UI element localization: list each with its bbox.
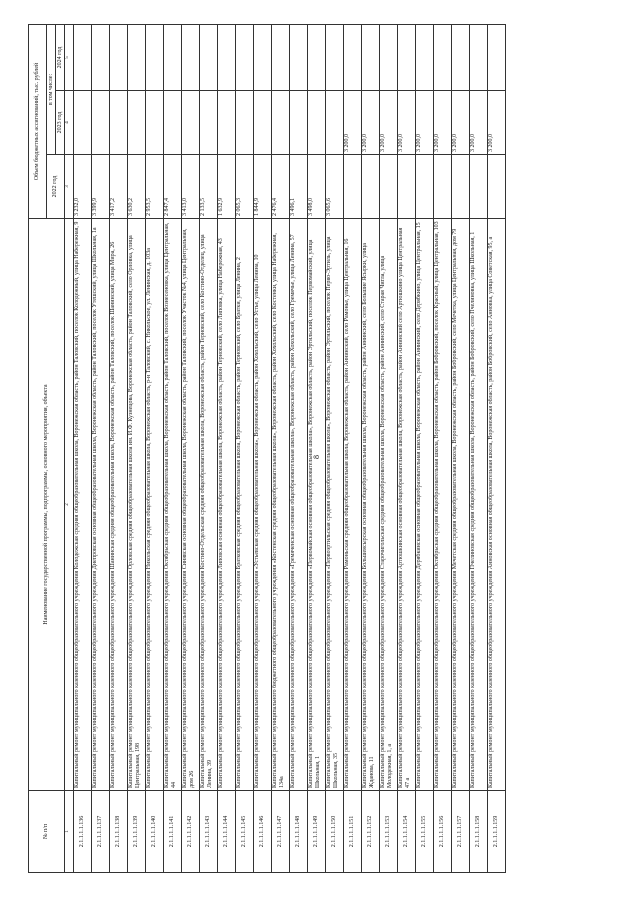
row-name: Капитальный ремонт муниципального бюджетного общеобразовательного учреждения «Костенская средняя общеобразовательная школа», Воронежская область, район Хохольский, село Костенки, улица Набережная, 134а (272, 219, 290, 791)
row-number: 2.1.1.1.1.142 (182, 791, 200, 873)
page-number: 8 (312, 455, 321, 459)
table-row (398, 25, 416, 873)
row-2022 (416, 155, 434, 219)
header-name: Наименование государственной программы, подпрограммы, основного мероприятия, объекта (29, 219, 65, 791)
header-number: № п/п (29, 791, 65, 873)
row-2022: 3 496,1 (290, 155, 308, 219)
row-2022 (362, 155, 380, 219)
row-2024 (146, 25, 164, 91)
table-row (290, 25, 308, 873)
row-2022: 3 232,0 (74, 155, 92, 219)
row-2024 (74, 25, 92, 91)
row-name: Капитальный ремонт муниципального казенного общеобразовательного учреждения Днепровская основная общеобразовательная школа, Воронежская область, район Таловский, поселок Утешский, улица Школьная, 1а (92, 219, 110, 791)
row-number: 2.1.1.1.1.147 (272, 791, 290, 873)
row-name: Капитальный ремонт муниципального казенного общеобразовательного учреждения Шанинская средняя общеобразовательная школа, Воронежская область, район Таловский, поселок Шанинский, улица Мира, 26 (110, 219, 128, 791)
row-2022: 3 399,9 (92, 155, 110, 219)
row-2022: 3 413,0 (182, 155, 200, 219)
column-index: 2 (65, 219, 74, 791)
row-2023: 3 200,0 (470, 91, 488, 155)
row-number: 2.1.1.1.1.143 (200, 791, 218, 873)
row-number: 2.1.1.1.1.138 (110, 791, 128, 873)
row-2022 (398, 155, 416, 219)
table-row (110, 25, 128, 873)
row-name: Капитальный ремонт муниципального казенного общеобразовательного учреждения Старочигольская средняя общеобразовательная школа, Воронежская область, район Аннинский, село Старая Чигла, улица Молодежная, 1, а (380, 219, 398, 791)
row-2022 (470, 155, 488, 219)
row-2023: 3 200,0 (344, 91, 362, 155)
row-name: Капитальный ремонт муниципального казенного общеобразовательного учреждения «Устьевская средняя общеобразовательная школа», Воронежская область, район Хохольский, село Устье, улица Ленина, 10 (254, 219, 272, 791)
column-index: 3 (65, 155, 74, 219)
column-index: 1 (65, 791, 74, 873)
column-index: 5 (65, 25, 74, 91)
table-row (74, 25, 92, 873)
row-2022: 3 630,2 (128, 155, 146, 219)
row-2024 (344, 25, 362, 91)
row-2023 (200, 91, 218, 155)
row-2023 (326, 91, 344, 155)
row-number: 2.1.1.1.1.159 (488, 791, 506, 873)
row-2022 (434, 155, 452, 219)
table-row (164, 25, 182, 873)
row-name: Капитальный ремонт муниципального казенного общеобразовательного учреждения Анновская основная общеобразовательная школа, Воронежская область, район Бобровский, село Анновка, улица Советская, 95, а (488, 219, 506, 791)
row-name: Капитальный ремонт муниципального казенного общеобразовательного учреждения Никольская средняя общеобразовательная школа, Воронежская область, р-н Таловский, с. Никольское, ул. Ленинская, д. 103а (146, 219, 164, 791)
row-name: Капитальный ремонт муниципального казенного общеобразовательного учреждения Мечетская средняя общеобразовательная школа, Воронежская область, район Бобровский, село Мечетка, улица Центральная, дом 79 (452, 219, 470, 791)
row-2024 (470, 25, 488, 91)
row-number: 2.1.1.1.1.145 (236, 791, 254, 873)
row-2022: 2 133,5 (200, 155, 218, 219)
row-name: Капитальный ремонт муниципального казенного общеобразовательного учреждения Синявская основная общеобразовательная школа, Воронежская область, район Таловский, поселок Участок №4, улица Центральная, дом 26 (182, 219, 200, 791)
row-2024 (488, 25, 506, 91)
row-number: 2.1.1.1.1.151 (344, 791, 362, 873)
row-2024 (110, 25, 128, 91)
table-row (236, 25, 254, 873)
row-2024 (218, 25, 236, 91)
row-2022: 2 476,4 (272, 155, 290, 219)
row-2023 (308, 91, 326, 155)
row-number: 2.1.1.1.1.156 (434, 791, 452, 873)
row-2024 (416, 25, 434, 91)
row-2023: 3 200,0 (416, 91, 434, 155)
table-row (272, 25, 290, 873)
row-2022: 1 844,9 (254, 155, 272, 219)
row-2023 (254, 91, 272, 155)
table-row (416, 25, 434, 873)
row-2023 (128, 91, 146, 155)
row-name: Капитальный ремонт муниципального казенного общеобразовательного учреждения Орловская средняя общеобразовательная школа им. И.Ф. Кузнецова, Воронежская область, район Таловский, село Орловка, улица Центральная, 198 (128, 219, 146, 791)
row-name: Капитальный ремонт муниципального казенного общеобразовательного учреждения Липовская основная общеобразовательная школа, Воронежская область, район Терновский, село Липовка, улица Набережная, 43 (218, 219, 236, 791)
table-row (128, 25, 146, 873)
column-index-row (65, 25, 74, 873)
row-name: Капитальный ремонт муниципального казенного общеобразовательного учреждения Колодежская средняя общеобразовательная школа, Воронежская область, район Таловский, поселок Колодежный, улица Набережная, 9 (74, 219, 92, 791)
row-2024 (164, 25, 182, 91)
row-2022 (488, 155, 506, 219)
table-row (326, 25, 344, 873)
table-row (200, 25, 218, 873)
row-2024 (452, 25, 470, 91)
row-number: 2.1.1.1.1.139 (128, 791, 146, 873)
table-row (362, 25, 380, 873)
row-2024 (236, 25, 254, 91)
row-2022: 3 498,0 (308, 155, 326, 219)
row-2023: 3 200,0 (452, 91, 470, 155)
row-name: Капитальный ремонт муниципального казенного общеобразовательного учреждения Рамоньская средняя общеобразовательная школа, Воронежская область, район Аннинский, село Рамонье, улица Центральная, 16 (344, 219, 362, 791)
row-number: 2.1.1.1.1.150 (326, 791, 344, 873)
row-2023: 3 200,0 (434, 91, 452, 155)
header-year-2022: 2022 год (47, 155, 65, 219)
table-row (254, 25, 272, 873)
row-number: 2.1.1.1.1.155 (416, 791, 434, 873)
row-2022: 3 065,6 (326, 155, 344, 219)
table-row (452, 25, 470, 873)
row-2022: 2 065,3 (236, 155, 254, 219)
row-number: 2.1.1.1.1.137 (92, 791, 110, 873)
column-index: 4 (65, 91, 74, 155)
row-2022 (344, 155, 362, 219)
row-2023: 3 200,0 (380, 91, 398, 155)
row-2023 (74, 91, 92, 155)
row-name: Капитальный ремонт муниципального казенного общеобразовательного учреждения Октябрьская средняя общеобразовательная школа, Воронежская область, район Бобровский, поселок Красный, улица Центральная, 103 (434, 219, 452, 791)
table-row (146, 25, 164, 873)
table-row (470, 25, 488, 873)
row-number: 2.1.1.1.1.146 (254, 791, 272, 873)
table-row (182, 25, 200, 873)
row-2024 (326, 25, 344, 91)
row-2022: 2 953,5 (146, 155, 164, 219)
row-2024 (254, 25, 272, 91)
table-row (344, 25, 362, 873)
row-2023: 3 200,0 (488, 91, 506, 155)
row-2023 (110, 91, 128, 155)
row-2023 (182, 91, 200, 155)
row-2023 (272, 91, 290, 155)
row-2024 (128, 25, 146, 91)
row-name: Капитальный ремонт муниципального казенного общеобразовательного учреждения «Первоэртильская средняя общеобразовательная школа», Воронежская область, район Эртильский, поселок Перво-Эртиль, улица Школьная, 35 (326, 219, 344, 791)
row-name: Капитальный ремонт муниципального казенного общеобразовательного учреждения Пчелиновская средняя общеобразовательная школа, Воронежская область, район Бобровский, село Пчелиновка, улица Школьная, 1 (470, 219, 488, 791)
row-2024 (182, 25, 200, 91)
row-name: Капитальный ремонт муниципального казенного общеобразовательного учреждения Артюшкинская основная общеобразовательная школа, Воронежская область, район Аннинский село Артюшкино улица Центральная 47 а (398, 219, 416, 791)
row-number: 2.1.1.1.1.152 (362, 791, 380, 873)
row-number: 2.1.1.1.1.141 (164, 791, 182, 873)
table-body (74, 25, 506, 873)
row-2023 (146, 91, 164, 155)
header-budget: Объем бюджетных ассигнований, тыс. рублей (29, 25, 47, 219)
row-2023 (92, 91, 110, 155)
row-2024 (272, 25, 290, 91)
row-number: 2.1.1.1.1.158 (470, 791, 488, 873)
row-number: 2.1.1.1.1.153 (380, 791, 398, 873)
row-2024 (380, 25, 398, 91)
row-2024 (308, 25, 326, 91)
row-number: 2.1.1.1.1.157 (452, 791, 470, 873)
row-2023: 3 200,0 (362, 91, 380, 155)
row-2022 (452, 155, 470, 219)
row-2022: 1 632,9 (218, 155, 236, 219)
row-name: Капитальный ремонт муниципального казенного общеобразовательного учреждения Октябрьская средняя общеобразовательная школа, Воронежская область, район Таловский, поселок Вознесеновка, улица Центральная, 44 (164, 219, 182, 791)
row-2024 (362, 25, 380, 91)
table-row (434, 25, 452, 873)
row-2023 (290, 91, 308, 155)
row-number: 2.1.1.1.1.136 (74, 791, 92, 873)
row-2023: 3 200,0 (398, 91, 416, 155)
row-2024 (92, 25, 110, 91)
row-name: Капитальный ремонт муниципального казенного общеобразовательного учреждения Большеясырская основная общеобразовательная школа, Воронежская область, район Аннинский, село Большие Ясырки, улица Жданова, 11 (362, 219, 380, 791)
row-name: Капитальный ремонт муниципального казенного общеобразовательного учреждения «Первомайская основная общеобразовательная школа», Воронежская область, район Эртильский, поселок Первомайский, улица Школьная, 1 (308, 219, 326, 791)
row-2022: 3 417,2 (110, 155, 128, 219)
row-number: 2.1.1.1.1.154 (398, 791, 416, 873)
table-row (380, 25, 398, 873)
row-name: Капитальный ремонт муниципального казенного общеобразовательного учреждения Костино-Отдельская средняя общеобразовательная школа, Воронежская область, район Терновский, село Костино-Отделец, улица Ленина, 39 (200, 219, 218, 791)
row-name: Капитальный ремонт муниципального казенного общеобразовательного учреждения «Гремяченская основная общеобразовательная школа», Воронежская область, район Хохольский, село Гремячье, улица Ленина, 57 (290, 219, 308, 791)
row-number: 2.1.1.1.1.148 (290, 791, 308, 873)
row-2023 (164, 91, 182, 155)
row-2024 (290, 25, 308, 91)
header-year-2024: 2024 год (56, 25, 65, 91)
row-2023 (236, 91, 254, 155)
header-year-2023: 2023 год (56, 91, 65, 155)
row-2022 (380, 155, 398, 219)
table-row (308, 25, 326, 873)
row-name: Капитальный ремонт муниципального казенного общеобразовательного учреждения Дерябкинская основная общеобразовательная школа, Воронежская область, район Аннинский, село Дерябкино, улица Центральная, 15 (416, 219, 434, 791)
row-2022: 2 847,4 (164, 155, 182, 219)
row-2023 (218, 91, 236, 155)
row-number: 2.1.1.1.1.140 (146, 791, 164, 873)
row-2024 (434, 25, 452, 91)
row-number: 2.1.1.1.1.149 (308, 791, 326, 873)
budget-table (28, 24, 506, 873)
row-2024 (398, 25, 416, 91)
table-row (92, 25, 110, 873)
header-in-years: в том числе: (47, 25, 56, 155)
table-row (488, 25, 506, 873)
row-2024 (200, 25, 218, 91)
table-row (218, 25, 236, 873)
row-number: 2.1.1.1.1.144 (218, 791, 236, 873)
row-name: Капитальный ремонт муниципального казенного общеобразовательного учреждения Братковская средняя общеобразовательная школа, Воронежская область, район Терновский, село Братки, улица Ленина, 2 (236, 219, 254, 791)
